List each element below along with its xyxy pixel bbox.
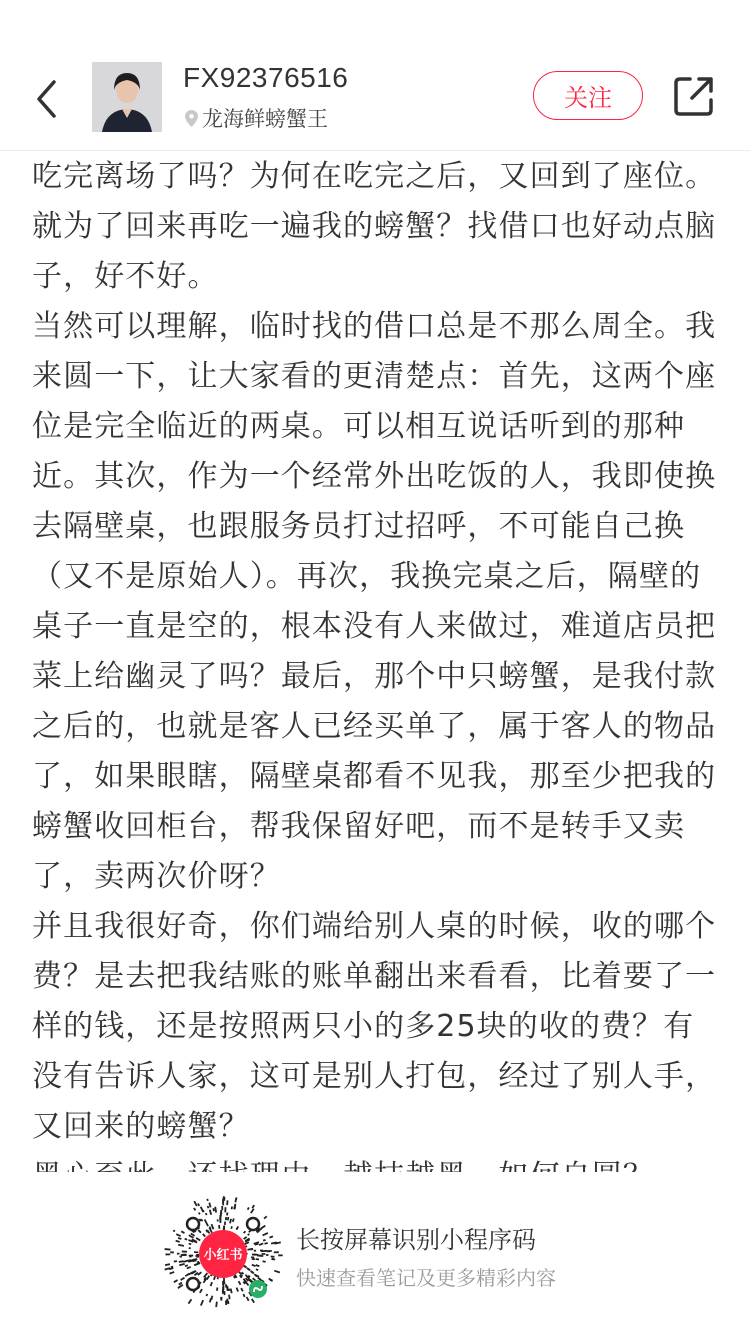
note-text-line: 去隔壁桌，也跟服务员打过招呼，不可能自己换 [32,509,686,544]
note-text-line: 来圆一下，让大家看的更清楚点：首先，这两个座 [32,359,717,394]
back-arrow-icon[interactable] [30,74,64,124]
note-text-line: 样的钱，还是按照两只小的多25块的收的费？有 [32,1009,695,1044]
note-text-line: 近。其次，作为一个经常外出吃饭的人，我即使换 [32,459,717,494]
note-text-line: 子，好不好。 [32,259,219,294]
avatar[interactable] [92,62,162,132]
note-text-line: 了，如果眼瞎，隔壁桌都看不见我，那至少把我的 [32,759,717,794]
note-text-line: （又不是原始人）。再次，我换完桌之后，隔壁的 [32,559,702,594]
mini-program-qr-code[interactable] [165,1196,281,1312]
qr-finder [187,1278,199,1290]
note-text-line: 了，卖两次价呀？ [32,859,281,894]
note-text-line: 螃蟹收回柜台，帮我保留好吧，而不是转手又卖 [32,809,686,844]
mini-program-footer [0,1172,750,1334]
note-text-line: 菜上给幽灵了吗？最后，那个中只螃蟹，是我付款 [32,659,717,694]
qr-finder [187,1218,199,1230]
location-name: 龙海鲜螃蟹王 [202,107,328,131]
note-text-line: 就为了回来再吃一遍我的螃蟹？找借口也好动点脑 [32,209,717,244]
note-text-line: 之后的，也就是客人已经买单了，属于客人的物品 [32,709,717,744]
top-bar [0,50,750,150]
note-text-line: 位是完全临近的两桌。可以相互说话听到的那种 [32,409,686,444]
note-text-line: 桌子一直是空的，根本没有人来做过，难道店员把 [32,609,717,644]
note-text-line: 又回来的螃蟹？ [32,1109,250,1144]
note-body [32,152,732,1172]
note-text-line: 费？是去把我结账的账单翻出来看看，比着要了一 [32,959,717,994]
note-text-line: 吃完离场了吗？为何在吃完之后，又回到了座位。 [32,159,717,194]
location-pin-icon [185,110,198,127]
location-tag[interactable] [185,103,328,133]
username[interactable]: FX92376516 [183,62,349,93]
share-icon[interactable] [672,74,716,118]
qr-finder [247,1218,259,1230]
note-text-line: 没有告诉人家，这可是别人打包，经过了别人手， [32,1059,717,1094]
note-text-line: 当然可以理解，临时找的借口总是不那么周全。我 [32,309,717,344]
header-divider [0,150,750,151]
qr-title: 长按屏幕识别小程序码 [296,1226,536,1254]
follow-button[interactable]: 关注 [533,71,643,120]
qr-subtitle: 快速查看笔记及更多精彩内容 [296,1266,556,1290]
note-text-line: 并且我很好奇，你们端给别人桌的时候，收的哪个 [32,909,717,944]
logo-text: 小红书 [203,1248,243,1263]
